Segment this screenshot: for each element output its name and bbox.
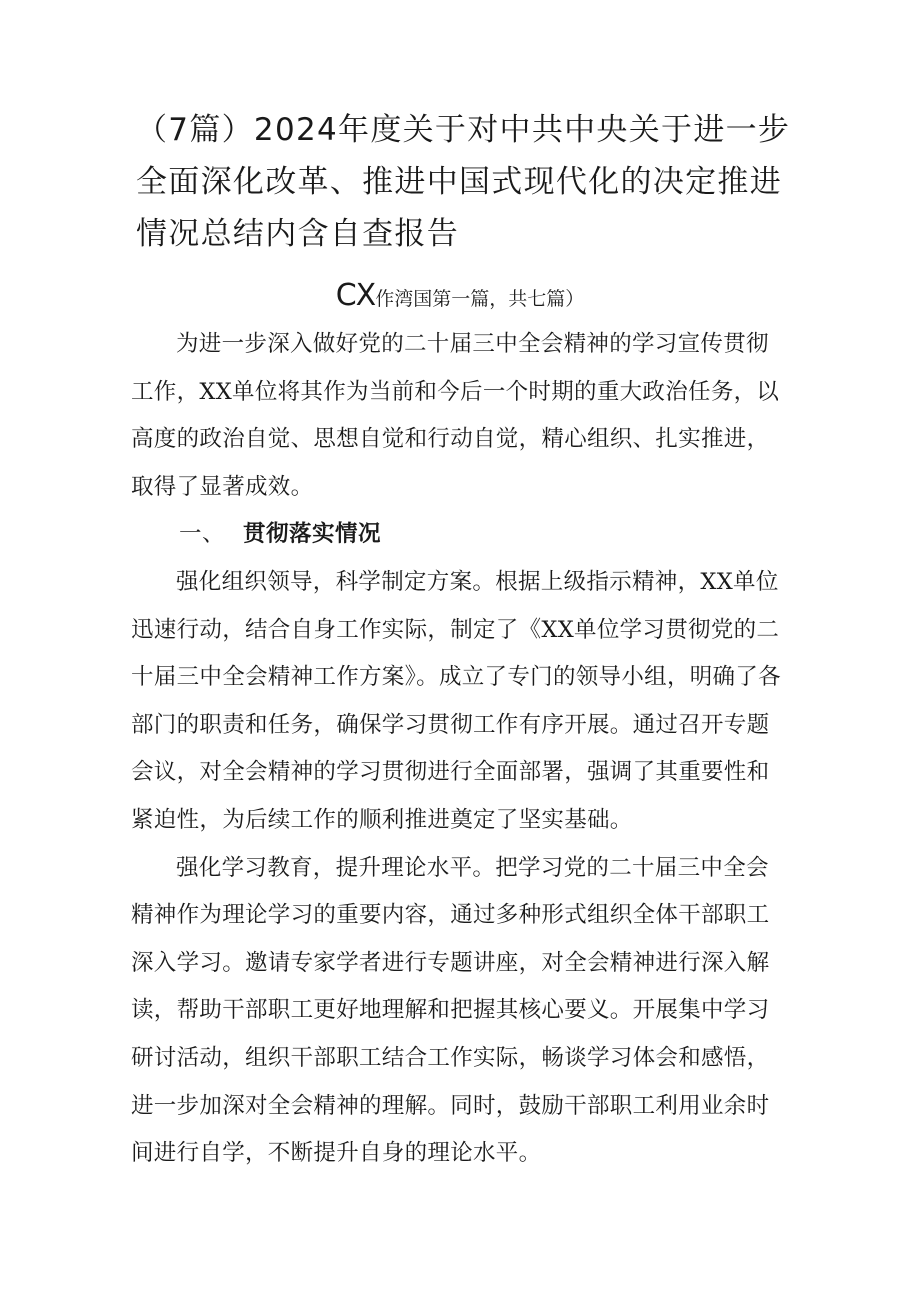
subtitle-prefix: CX [335,278,376,313]
section-heading [131,511,791,559]
section-number: 一、 [179,521,226,548]
document-subtitle [0,276,920,319]
section-heading-text: 贯彻落实情况 [243,521,382,548]
body-paragraph: 强化组织领导，科学制定方案。根据上级指示精神，XX单位迅速行动，结合自身工作实际，制定了《XX单位学习贯彻党的二十届三中全会精神工作方案》。成立了专门的领导小组，明确了各部门的职责和任务，确保学习贯彻工作有序开展。通过召开专题会议，对全会精神的学习贯彻进行全面部署，强调了其重要性和紧迫性，为后续工作的顺利推进奠定了坚实基础。 [131,568,781,833]
document-body [131,321,791,1178]
intro-paragraph: 为进一步深入做好党的二十届三中全会精神的学习宣传贯彻工作，XX单位将其作为当前和今后一个时期的重大政治任务，以高度的政治自觉、思想自觉和行动自觉，精心组织、扎实推进，取得了显著成效。 [131,331,780,500]
subtitle-text: 作湾国第一篇，共七篇） [375,288,585,310]
document-title: （7篇）2024年度关于对中共中央关于进一步全面深化改革、推进中国式现代化的决定推进情况总结内含自查报告 [136,112,791,252]
body-paragraph: 强化学习教育，提升理论水平。把学习党的二十届三中全会精神作为理论学习的重要内容，通过多种形式组织全体干部职工深入学习。邀请专家学者进行专题讲座，对全会精神进行深入解读，帮助干部职工更好地理解和把握其核心要义。开展集中学习研讨活动，组织干部职工结合工作实际，畅谈学习体会和感悟，进一步加深对全会精神的理解。同时，鼓励干部职工利用业余时间进行自学，不断提升自身的理论水平。 [131,854,770,1167]
